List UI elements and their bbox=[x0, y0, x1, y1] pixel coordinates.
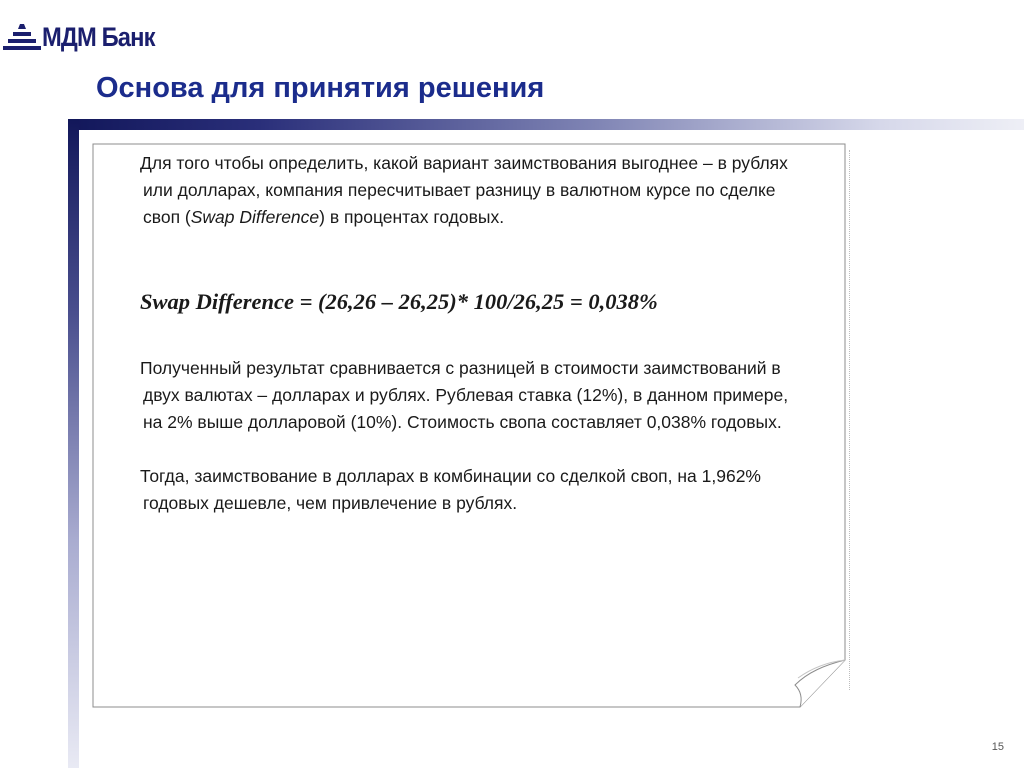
swap-difference-term: Swap Difference bbox=[190, 207, 320, 227]
brand-logo bbox=[2, 20, 170, 54]
paragraph-comparison bbox=[140, 355, 840, 436]
header-gradient-band bbox=[68, 119, 1024, 130]
page-title: Основа для принятия решения bbox=[96, 72, 545, 104]
logo-text: МДМ Банк bbox=[42, 21, 155, 52]
text-line: Тогда, заимствование в долларах в комбинации со сделкой своп, на 1,962% bbox=[140, 466, 761, 486]
text-line: или долларах, компания пересчитывает разницу в валютном курсе по сделке bbox=[143, 180, 776, 200]
text-fragment: своп ( bbox=[143, 207, 191, 227]
text-line: на 2% выше долларовой (10%). Стоимость свопа составляет 0,038% годовых. bbox=[143, 412, 782, 432]
page-number: 15 bbox=[991, 741, 1004, 753]
text-line: двух валютах – долларах и рублях. Рублевая ставка (12%), в данном примере, bbox=[143, 385, 789, 405]
text-line: годовых дешевле, чем привлечение в рублях. bbox=[143, 493, 518, 513]
swap-formula: Swap Difference = (26,26 – 26,25)* 100/26,25 = 0,038% bbox=[140, 289, 658, 314]
side-gradient-band bbox=[68, 119, 79, 768]
paragraph-conclusion bbox=[140, 463, 840, 517]
stacked-bars-logo-icon bbox=[2, 20, 42, 54]
text-line: Полученный результат сравнивается с разницей в стоимости заимствований в bbox=[140, 358, 781, 378]
text-line bbox=[140, 204, 840, 231]
text-fragment: ) в процентах годовых. bbox=[319, 207, 505, 227]
paragraph-swap-intro bbox=[140, 150, 840, 231]
text-line: Для того чтобы определить, какой вариант заимствования выгоднее – в рублях bbox=[140, 153, 788, 173]
